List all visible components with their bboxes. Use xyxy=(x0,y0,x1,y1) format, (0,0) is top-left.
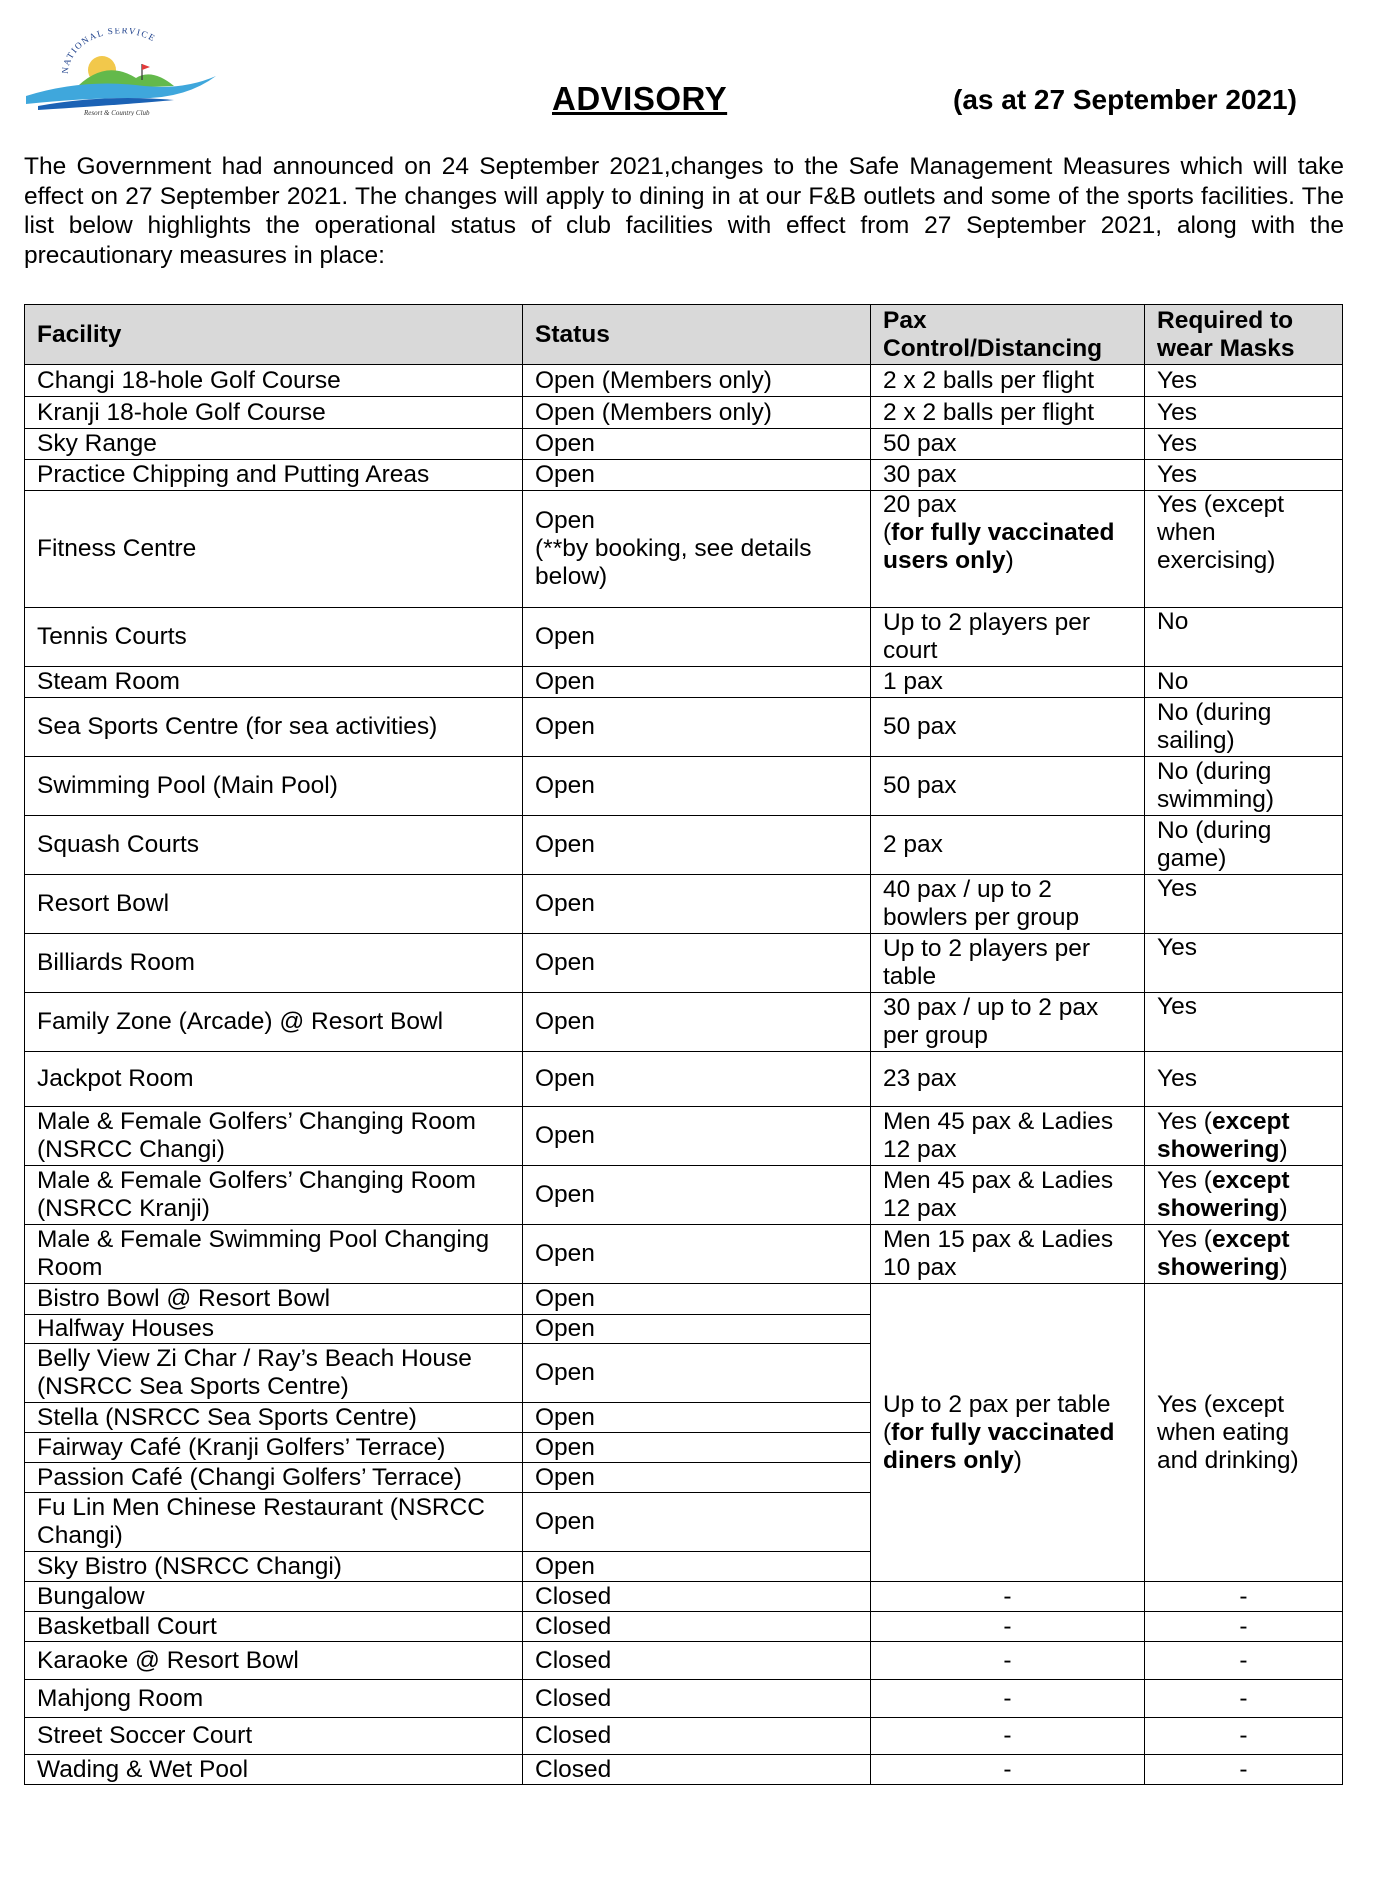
pax-cell: - xyxy=(871,1755,1145,1785)
masks-cell: - xyxy=(1145,1642,1343,1680)
facility-cell: Halfway Houses xyxy=(25,1315,523,1344)
status-cell: Closed xyxy=(523,1755,871,1785)
facility-cell: Street Soccer Court xyxy=(25,1718,523,1755)
masks-bold-note: except showering xyxy=(1157,1226,1290,1281)
status-cell: Open xyxy=(523,429,871,460)
masks-text: Yes xyxy=(1157,1226,1197,1253)
table-row xyxy=(25,397,1343,429)
status-cell: Open xyxy=(523,757,871,816)
pax-cell: - xyxy=(871,1680,1145,1718)
masks-cell: Yes (except showering) xyxy=(1145,1107,1343,1166)
table-row xyxy=(25,1582,1343,1612)
masks-cell: Yes (except showering) xyxy=(1145,1166,1343,1225)
header-status: Status xyxy=(523,305,871,365)
status-cell: Open xyxy=(523,608,871,667)
status-cell: Open xyxy=(523,875,871,934)
facility-cell: Belly View Zi Char / Ray’s Beach House (NSRCC Sea Sports Centre) xyxy=(25,1344,523,1403)
masks-cell: - xyxy=(1145,1718,1343,1755)
table-row xyxy=(25,1755,1343,1785)
table-row xyxy=(25,698,1343,757)
date-note: (as at 27 September 2021) xyxy=(953,84,1297,115)
facility-cell: Male & Female Swimming Pool Changing Room xyxy=(25,1225,523,1284)
table-row xyxy=(25,875,1343,934)
masks-cell: No (during swimming) xyxy=(1145,757,1343,816)
status-cell: Open xyxy=(523,698,871,757)
pax-cell: - xyxy=(871,1718,1145,1755)
facility-cell: Bungalow xyxy=(25,1582,523,1612)
masks-cell: Yes xyxy=(1145,429,1343,460)
table-row xyxy=(25,1107,1343,1166)
status-cell: Closed xyxy=(523,1642,871,1680)
masks-cell: Yes (except when exercising) xyxy=(1145,491,1343,608)
table-row xyxy=(25,1718,1343,1755)
facility-cell: Male & Female Golfers’ Changing Room (NSRCC Changi) xyxy=(25,1107,523,1166)
masks-text: Yes xyxy=(1157,1108,1197,1135)
fnb-pax-cell: Up to 2 pax per table (for fully vaccinated diners only) xyxy=(871,1284,1145,1582)
page-title: ADVISORY xyxy=(552,80,728,117)
status-cell: Closed xyxy=(523,1680,871,1718)
status-cell: Closed xyxy=(523,1718,871,1755)
pax-cell: Men 45 pax & Ladies 12 pax xyxy=(871,1166,1145,1225)
table-row xyxy=(25,934,1343,993)
pax-cell: - xyxy=(871,1582,1145,1612)
pax-cell: 50 pax xyxy=(871,757,1145,816)
table-row xyxy=(25,460,1343,491)
facility-cell: Changi 18-hole Golf Course xyxy=(25,365,523,397)
pax-cell: 2 x 2 balls per flight xyxy=(871,365,1145,397)
pax-cell: 20 pax (for fully vaccinated users only) xyxy=(871,491,1145,608)
table-row xyxy=(25,993,1343,1052)
status-cell: Open xyxy=(523,816,871,875)
status-cell: Open xyxy=(523,993,871,1052)
header-facility: Facility xyxy=(25,305,523,365)
facility-cell: Fitness Centre xyxy=(25,491,523,608)
facility-cell: Basketball Court xyxy=(25,1612,523,1642)
status-cell: Open xyxy=(523,1344,871,1403)
masks-cell: Yes xyxy=(1145,934,1343,993)
table-row xyxy=(25,365,1343,397)
pax-cell: Men 15 pax & Ladies 10 pax xyxy=(871,1225,1145,1284)
header-masks: Required to wear Masks xyxy=(1145,305,1343,365)
status-cell: Open xyxy=(523,1315,871,1344)
status-cell: Closed xyxy=(523,1582,871,1612)
masks-cell: Yes xyxy=(1145,397,1343,429)
status-cell: Open (Members only) xyxy=(523,397,871,429)
status-cell: Open xyxy=(523,1433,871,1463)
pax-cell: - xyxy=(871,1642,1145,1680)
pax-cell: 1 pax xyxy=(871,667,1145,698)
pax-cell: Up to 2 players per court xyxy=(871,608,1145,667)
status-cell: Open xyxy=(523,1107,871,1166)
status-cell: Open xyxy=(523,1493,871,1552)
fnb-pax-text: Up to 2 pax per table xyxy=(883,1390,1111,1418)
table-row xyxy=(25,816,1343,875)
table-row xyxy=(25,667,1343,698)
facility-cell: Sky Range xyxy=(25,429,523,460)
facility-cell: Bistro Bowl @ Resort Bowl xyxy=(25,1284,523,1315)
status-cell: Open (Members only) xyxy=(523,365,871,397)
header-pax: Pax Control/Distancing xyxy=(871,305,1145,365)
facility-cell: Sea Sports Centre (for sea activities) xyxy=(25,698,523,757)
status-note: (**by booking, see details below) xyxy=(535,535,812,590)
table-header-row xyxy=(25,305,1343,365)
table-row xyxy=(25,1642,1343,1680)
pax-cell: 2 pax xyxy=(871,816,1145,875)
pax-cell: 50 pax xyxy=(871,698,1145,757)
nsrcc-logo xyxy=(24,28,218,116)
facility-cell: Swimming Pool (Main Pool) xyxy=(25,757,523,816)
masks-cell: Yes xyxy=(1145,1052,1343,1107)
masks-text: Yes xyxy=(1157,1167,1197,1194)
facility-cell: Steam Room xyxy=(25,667,523,698)
table-row xyxy=(25,1166,1343,1225)
table-row xyxy=(25,608,1343,667)
status-cell: Open xyxy=(523,1052,871,1107)
masks-bold-note: except showering xyxy=(1157,1108,1290,1163)
status-cell xyxy=(523,491,871,608)
table-row xyxy=(25,757,1343,816)
facility-cell: Practice Chipping and Putting Areas xyxy=(25,460,523,491)
pax-cell: - xyxy=(871,1612,1145,1642)
table-row xyxy=(25,1680,1343,1718)
status-cell: Open xyxy=(523,667,871,698)
fnb-masks-cell: Yes (except when eating and drinking) xyxy=(1145,1284,1343,1582)
masks-bold-note: except showering xyxy=(1157,1167,1290,1222)
facility-cell: Kranji 18-hole Golf Course xyxy=(25,397,523,429)
logo-subtext: Resort & Country Club xyxy=(84,109,150,116)
facility-cell: Fairway Café (Kranji Golfers’ Terrace) xyxy=(25,1433,523,1463)
masks-cell: - xyxy=(1145,1612,1343,1642)
status-cell: Open xyxy=(523,460,871,491)
table-row xyxy=(25,1225,1343,1284)
table-row xyxy=(25,1284,1343,1315)
status-cell: Open xyxy=(523,1225,871,1284)
pax-cell: 40 pax / up to 2 bowlers per group xyxy=(871,875,1145,934)
pax-text: 20 pax xyxy=(883,491,957,518)
masks-cell: - xyxy=(1145,1582,1343,1612)
pax-cell: Men 45 pax & Ladies 12 pax xyxy=(871,1107,1145,1166)
status-cell: Closed xyxy=(523,1612,871,1642)
table-row xyxy=(25,429,1343,460)
masks-cell: Yes (except showering) xyxy=(1145,1225,1343,1284)
logo-arc-text: NATIONAL SERVICE xyxy=(59,28,158,75)
masks-cell: No (during game) xyxy=(1145,816,1343,875)
pax-bold-note: for fully vaccinated users only xyxy=(883,519,1115,574)
facility-cell: Family Zone (Arcade) @ Resort Bowl xyxy=(25,993,523,1052)
pax-cell: 50 pax xyxy=(871,429,1145,460)
facility-cell: Resort Bowl xyxy=(25,875,523,934)
facility-cell: Sky Bistro (NSRCC Changi) xyxy=(25,1552,523,1582)
facility-cell: Jackpot Room xyxy=(25,1052,523,1107)
facility-cell: Fu Lin Men Chinese Restaurant (NSRCC Changi) xyxy=(25,1493,523,1552)
masks-cell: No (during sailing) xyxy=(1145,698,1343,757)
facility-cell: Mahjong Room xyxy=(25,1680,523,1718)
masks-cell: No xyxy=(1145,608,1343,667)
status-cell: Open xyxy=(523,1552,871,1582)
status-cell: Open xyxy=(523,934,871,993)
pax-cell: 2 x 2 balls per flight xyxy=(871,397,1145,429)
status-cell: Open xyxy=(523,1284,871,1315)
facility-cell: Squash Courts xyxy=(25,816,523,875)
table-row xyxy=(25,1612,1343,1642)
intro-paragraph: The Government had announced on 24 September 2021,changes to the Safe Management Measures which will take effect on 27 September 2021. The changes will apply to dining in at our F&B outlets and some of the sports facilities. The list below highlights the operational status of club facilities with effect from 27 September 2021, along with the precautionary measures in place: xyxy=(24,153,1344,269)
pax-cell: 23 pax xyxy=(871,1052,1145,1107)
facility-cell: Stella (NSRCC Sea Sports Centre) xyxy=(25,1403,523,1433)
facility-cell: Male & Female Golfers’ Changing Room (NSRCC Kranji) xyxy=(25,1166,523,1225)
table-row xyxy=(25,1052,1343,1107)
status-cell: Open xyxy=(523,1166,871,1225)
masks-cell: Yes xyxy=(1145,365,1343,397)
table-row xyxy=(25,491,1343,608)
status-cell: Open xyxy=(523,1463,871,1493)
facility-cell: Billiards Room xyxy=(25,934,523,993)
fnb-pax-bold-note: for fully vaccinated diners only xyxy=(883,1418,1115,1474)
facility-cell: Wading & Wet Pool xyxy=(25,1755,523,1785)
pax-cell: Up to 2 players per table xyxy=(871,934,1145,993)
facility-cell: Passion Café (Changi Golfers’ Terrace) xyxy=(25,1463,523,1493)
masks-cell: Yes xyxy=(1145,875,1343,934)
masks-cell: Yes xyxy=(1145,460,1343,491)
pax-cell: 30 pax / up to 2 pax per group xyxy=(871,993,1145,1052)
masks-cell: No xyxy=(1145,667,1343,698)
status-text: Open xyxy=(535,507,595,534)
pax-cell: 30 pax xyxy=(871,460,1145,491)
facility-cell: Tennis Courts xyxy=(25,608,523,667)
masks-cell: Yes xyxy=(1145,993,1343,1052)
masks-cell: - xyxy=(1145,1680,1343,1718)
facility-status-table xyxy=(24,304,1343,1785)
status-cell: Open xyxy=(523,1403,871,1433)
masks-cell: - xyxy=(1145,1755,1343,1785)
facility-cell: Karaoke @ Resort Bowl xyxy=(25,1642,523,1680)
